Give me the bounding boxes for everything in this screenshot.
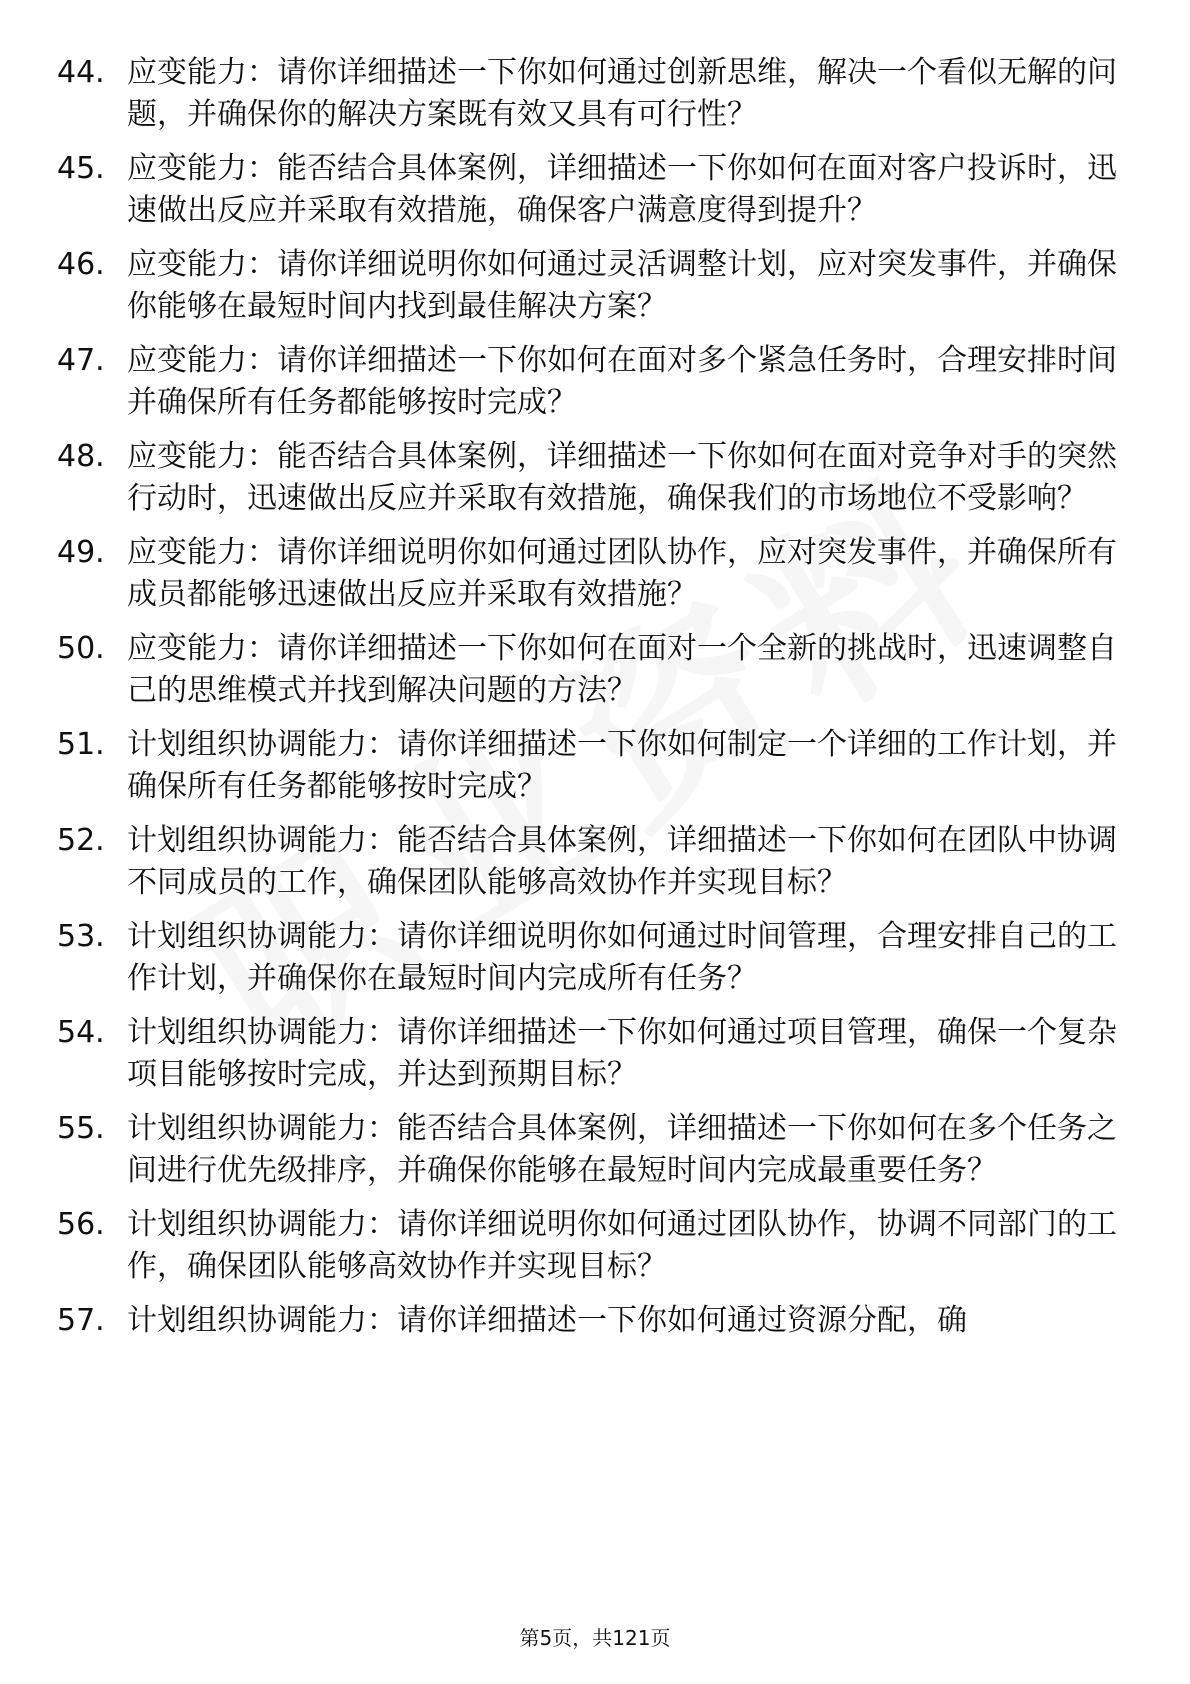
question-number: 47. <box>57 343 105 378</box>
question-item <box>57 1300 1117 1342</box>
question-item <box>57 436 1117 520</box>
question-number: 48. <box>57 439 105 474</box>
question-text: 计划组织协调能力：请你详细说明你如何通过时间管理，合理安排自己的工作计划，并确保你在最短时间内完成所有任务？ <box>127 919 1117 996</box>
question-text: 应变能力：请你详细描述一下你如何在面对一个全新的挑战时，迅速调整自己的思维模式并找到解决问题的方法？ <box>127 631 1117 708</box>
question-text: 应变能力：请你详细说明你如何通过灵活调整计划，应对突发事件，并确保你能够在最短时间内找到最佳解决方案？ <box>127 247 1117 324</box>
question-text: 应变能力：能否结合具体案例，详细描述一下你如何在面对客户投诉时，迅速做出反应并采取有效措施，确保客户满意度得到提升？ <box>127 151 1117 228</box>
question-item <box>57 340 1117 424</box>
question-item <box>57 148 1117 232</box>
question-item <box>57 916 1117 1000</box>
question-item <box>57 724 1117 808</box>
question-text: 计划组织协调能力：请你详细描述一下你如何通过资源分配，确 <box>127 1303 967 1338</box>
question-text: 计划组织协调能力：请你详细描述一下你如何通过项目管理，确保一个复杂项目能够按时完成，并达到预期目标？ <box>127 1015 1117 1092</box>
question-item <box>57 244 1117 328</box>
question-list <box>57 52 1117 1354</box>
question-item <box>57 532 1117 616</box>
question-number: 45. <box>57 151 105 186</box>
question-number: 52. <box>57 823 105 858</box>
question-item <box>57 52 1117 136</box>
question-number: 51. <box>57 727 105 762</box>
question-text: 应变能力：请你详细描述一下你如何在面对多个紧急任务时，合理安排时间并确保所有任务都能够按时完成？ <box>127 343 1117 420</box>
question-item <box>57 1012 1117 1096</box>
question-text: 计划组织协调能力：请你详细说明你如何通过团队协作，协调不同部门的工作，确保团队能够高效协作并实现目标？ <box>127 1207 1117 1284</box>
question-item <box>57 820 1117 904</box>
question-number: 46. <box>57 247 105 282</box>
page-footer <box>0 1622 1190 1651</box>
question-number: 53. <box>57 919 105 954</box>
question-item <box>57 628 1117 712</box>
question-text: 计划组织协调能力：请你详细描述一下你如何制定一个详细的工作计划，并确保所有任务都能够按时完成？ <box>127 727 1117 804</box>
page-number-label: 第5页，共121页 <box>519 1626 671 1650</box>
question-number: 49. <box>57 535 105 570</box>
question-number: 56. <box>57 1207 105 1242</box>
question-number: 44. <box>57 55 105 90</box>
question-number: 50. <box>57 631 105 666</box>
question-text: 应变能力：能否结合具体案例，详细描述一下你如何在面对竞争对手的突然行动时，迅速做出反应并采取有效措施，确保我们的市场地位不受影响？ <box>127 439 1117 516</box>
question-text: 计划组织协调能力：能否结合具体案例，详细描述一下你如何在团队中协调不同成员的工作，确保团队能够高效协作并实现目标？ <box>127 823 1117 900</box>
question-item <box>57 1108 1117 1192</box>
question-number: 57. <box>57 1303 105 1338</box>
question-item <box>57 1204 1117 1288</box>
question-number: 55. <box>57 1111 105 1146</box>
question-text: 计划组织协调能力：能否结合具体案例，详细描述一下你如何在多个任务之间进行优先级排序，并确保你能够在最短时间内完成最重要任务？ <box>127 1111 1117 1188</box>
question-number: 54. <box>57 1015 105 1050</box>
question-text: 应变能力：请你详细说明你如何通过团队协作，应对突发事件，并确保所有成员都能够迅速做出反应并采取有效措施？ <box>127 535 1117 612</box>
question-text: 应变能力：请你详细描述一下你如何通过创新思维，解决一个看似无解的问题，并确保你的解决方案既有效又具有可行性？ <box>127 55 1117 132</box>
